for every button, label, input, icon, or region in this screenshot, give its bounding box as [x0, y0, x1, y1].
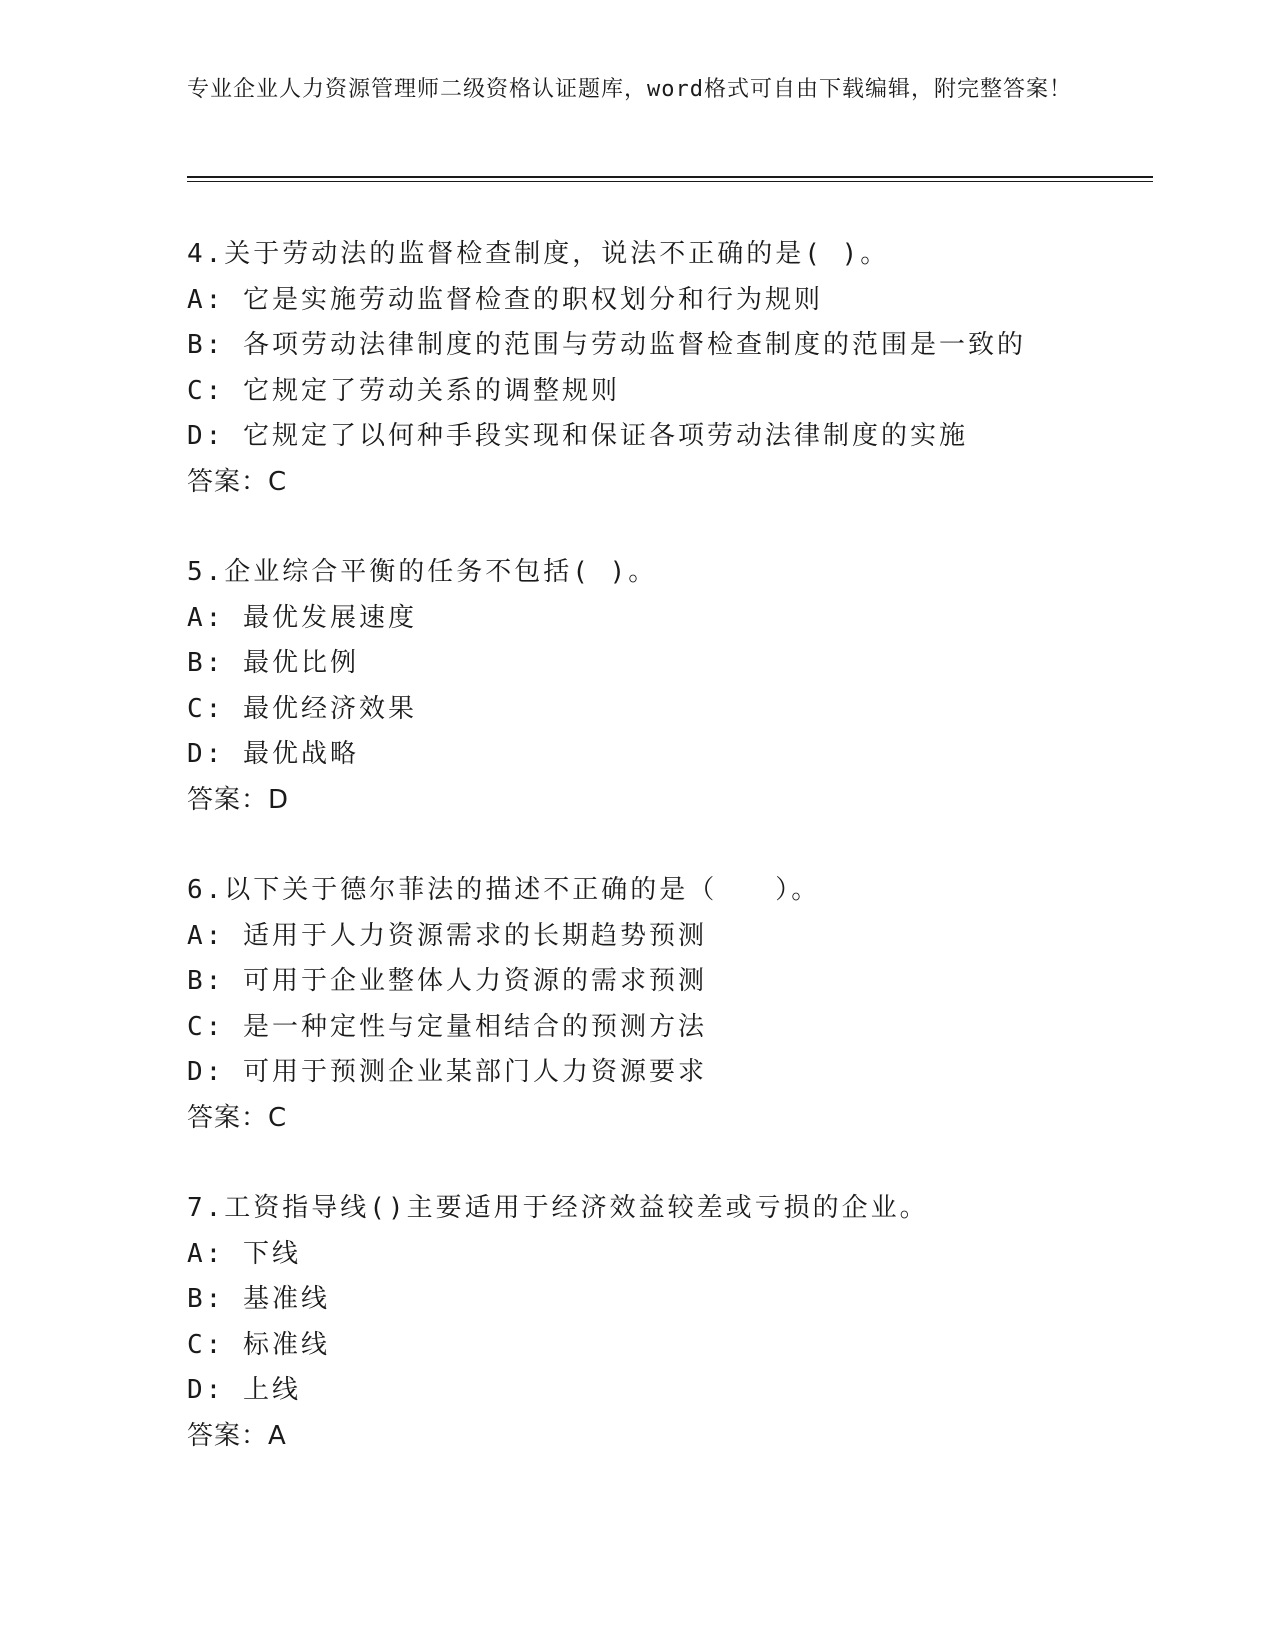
question-stem: 6.以下关于德尔菲法的描述不正确的是（ ）。 [187, 875, 821, 905]
option-d: D: 上线 [187, 1375, 301, 1405]
answer-label: 答案：A [187, 1420, 287, 1451]
option-c: C: 标准线 [187, 1329, 330, 1360]
question-item [187, 232, 1147, 505]
option-c: C: 它规定了劳动关系的调整规则 [187, 375, 620, 406]
option-d: D: 它规定了以何种手段实现和保证各项劳动法律制度的实施 [187, 421, 968, 451]
question-stem: 5.企业综合平衡的任务不包括( )。 [187, 557, 658, 587]
header-divider-thick [187, 176, 1153, 178]
option-a: A: 它是实施劳动监督检查的职权划分和行为规则 [187, 284, 823, 315]
option-a: A: 最优发展速度 [187, 602, 417, 633]
option-c: C: 最优经济效果 [187, 693, 417, 724]
option-d: D: 最优战略 [187, 739, 359, 769]
option-b: B: 可用于企业整体人力资源的需求预测 [187, 966, 707, 996]
option-b: B: 最优比例 [187, 648, 359, 678]
header-divider-thin [187, 181, 1153, 182]
question-list [187, 232, 1147, 1504]
answer-label: 答案：C [187, 466, 288, 497]
option-c: C: 是一种定性与定量相结合的预测方法 [187, 1011, 707, 1042]
document-description: 专业企业人力资源管理师二级资格认证题库，word格式可自由下载编辑，附完整答案！ [187, 77, 1072, 102]
answer-label: 答案：D [187, 784, 290, 815]
question-item [187, 868, 1147, 1141]
answer-label: 答案：C [187, 1102, 288, 1133]
question-stem: 4.关于劳动法的监督检查制度，说法不正确的是( )。 [187, 239, 890, 269]
option-b: B: 基准线 [187, 1284, 330, 1314]
option-a: A: 下线 [187, 1238, 301, 1269]
question-item [187, 1186, 1147, 1459]
option-d: D: 可用于预测企业某部门人力资源要求 [187, 1057, 707, 1087]
question-item [187, 550, 1147, 823]
option-b: B: 各项劳动法律制度的范围与劳动监督检查制度的范围是一致的 [187, 330, 1026, 360]
question-stem: 7.工资指导线()主要适用于经济效益较差或亏损的企业。 [187, 1193, 929, 1223]
option-a: A: 适用于人力资源需求的长期趋势预测 [187, 920, 707, 951]
